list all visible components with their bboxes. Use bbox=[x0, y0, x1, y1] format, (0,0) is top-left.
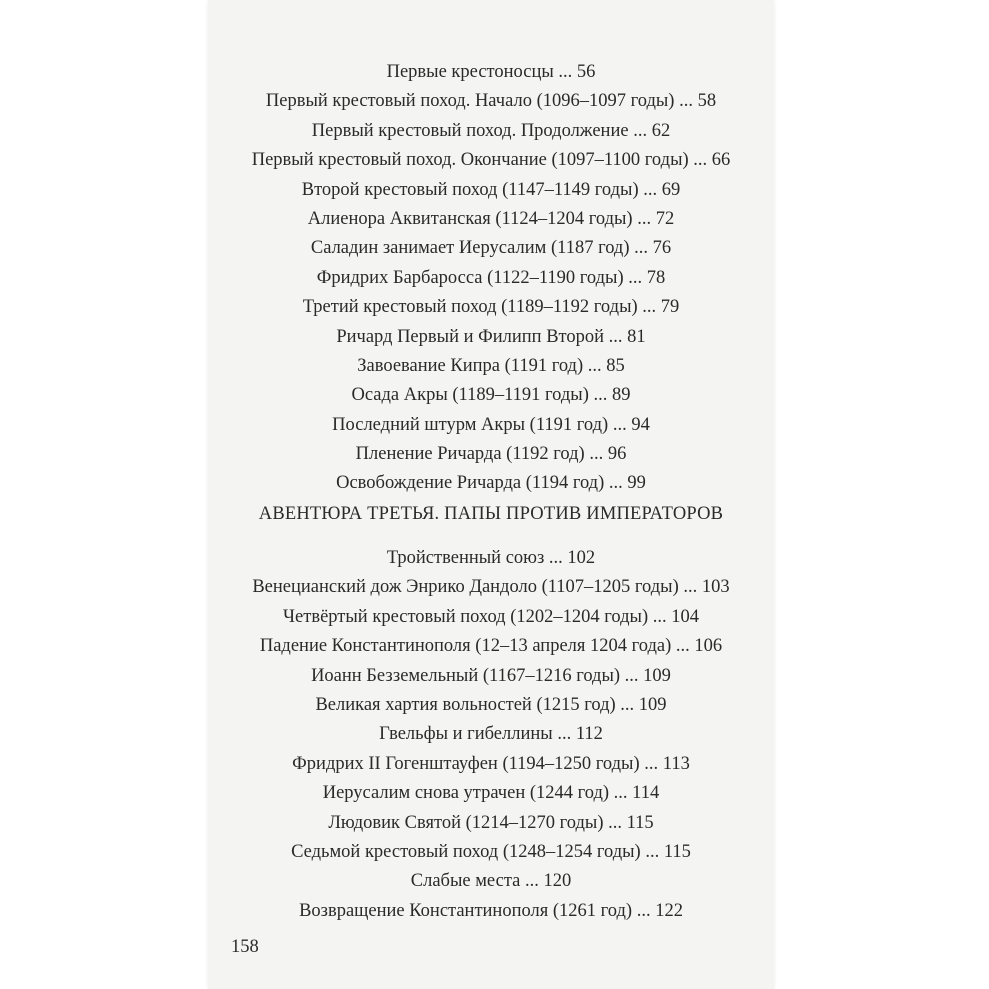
toc-part-three bbox=[218, 544, 764, 926]
toc-entry: Фридрих II Гогенштауфен (1194–1250 годы) ... 113 bbox=[292, 753, 690, 774]
toc-entry: Освобождение Ричарда (1194 год) ... 99 bbox=[336, 473, 646, 494]
toc-entry: Иоанн Безземельный (1167–1216 годы) ... 109 bbox=[311, 665, 671, 686]
toc-entry: Тройственный союз ... 102 bbox=[386, 548, 596, 568]
toc-entry: Первые крестоносцы ... 56 bbox=[386, 62, 596, 82]
toc-entry: Последний штурм Акры (1191 год) ... 94 bbox=[332, 414, 650, 435]
toc-entry: Ричард Первый и Филипп Второй ... 81 bbox=[336, 326, 646, 347]
toc-entry: Пленение Ричарда (1192 год) ... 96 bbox=[355, 444, 627, 465]
section-heading: АВЕНТЮРА ТРЕТЬЯ. ПАПЫ ПРОТИВ ИМПЕРАТОРОВ bbox=[258, 504, 724, 524]
toc-entry: Гвельфы и гибеллины ... 112 bbox=[379, 724, 603, 745]
toc-entry: Алиенора Аквитанская (1124–1204 годы) ... 72 bbox=[307, 208, 675, 229]
page-number: 158 bbox=[231, 937, 259, 957]
toc-entry: Первый крестовый поход. Начало (1096–1097 годы) ... 58 bbox=[265, 91, 717, 112]
toc-entry: Второй крестовый поход (1147–1149 годы) ... 69 bbox=[301, 179, 681, 200]
toc-entry: Падение Константинополя (12–13 апреля 1204 года) ... 106 bbox=[259, 636, 723, 657]
toc-entry: Венецианский дож Энрико Дандоло (1107–1205 годы) ... 103 bbox=[252, 577, 730, 598]
toc-entry: Четвёртый крестовый поход (1202–1204 годы) ... 104 bbox=[283, 606, 699, 627]
toc-entry: Иерусалим снова утрачен (1244 год) ... 114 bbox=[322, 783, 660, 804]
toc-entry: Завоевание Кипра (1191 год) ... 85 bbox=[357, 355, 625, 376]
toc-entry: Слабые места ... 120 bbox=[410, 871, 572, 892]
toc-entry: Седьмой крестовый поход (1248–1254 годы) ... 115 bbox=[291, 841, 691, 862]
toc-entry: Великая хартия вольностей (1215 год) ... 109 bbox=[315, 694, 667, 715]
toc-entry: Фридрих Барбаросса (1122–1190 годы) ... 78 bbox=[316, 267, 666, 288]
toc-entry: Осада Акры (1189–1191 годы) ... 89 bbox=[351, 385, 631, 406]
toc-part-two bbox=[218, 58, 764, 499]
toc-entry: Третий крестовый поход (1189–1192 годы) ... 79 bbox=[302, 297, 680, 318]
toc-entry: Первый крестовый поход. Продолжение ... 62 bbox=[311, 120, 671, 141]
toc-entry: Первый крестовый поход. Окончание (1097–1100 годы) ... 66 bbox=[251, 150, 731, 171]
toc-entry: Возвращение Константинополя (1261 год) ... 122 bbox=[299, 900, 683, 921]
toc-entry: Людовик Святой (1214–1270 годы) ... 115 bbox=[328, 812, 654, 833]
toc-entry: Саладин занимает Иерусалим (1187 год) ... 76 bbox=[310, 238, 672, 259]
